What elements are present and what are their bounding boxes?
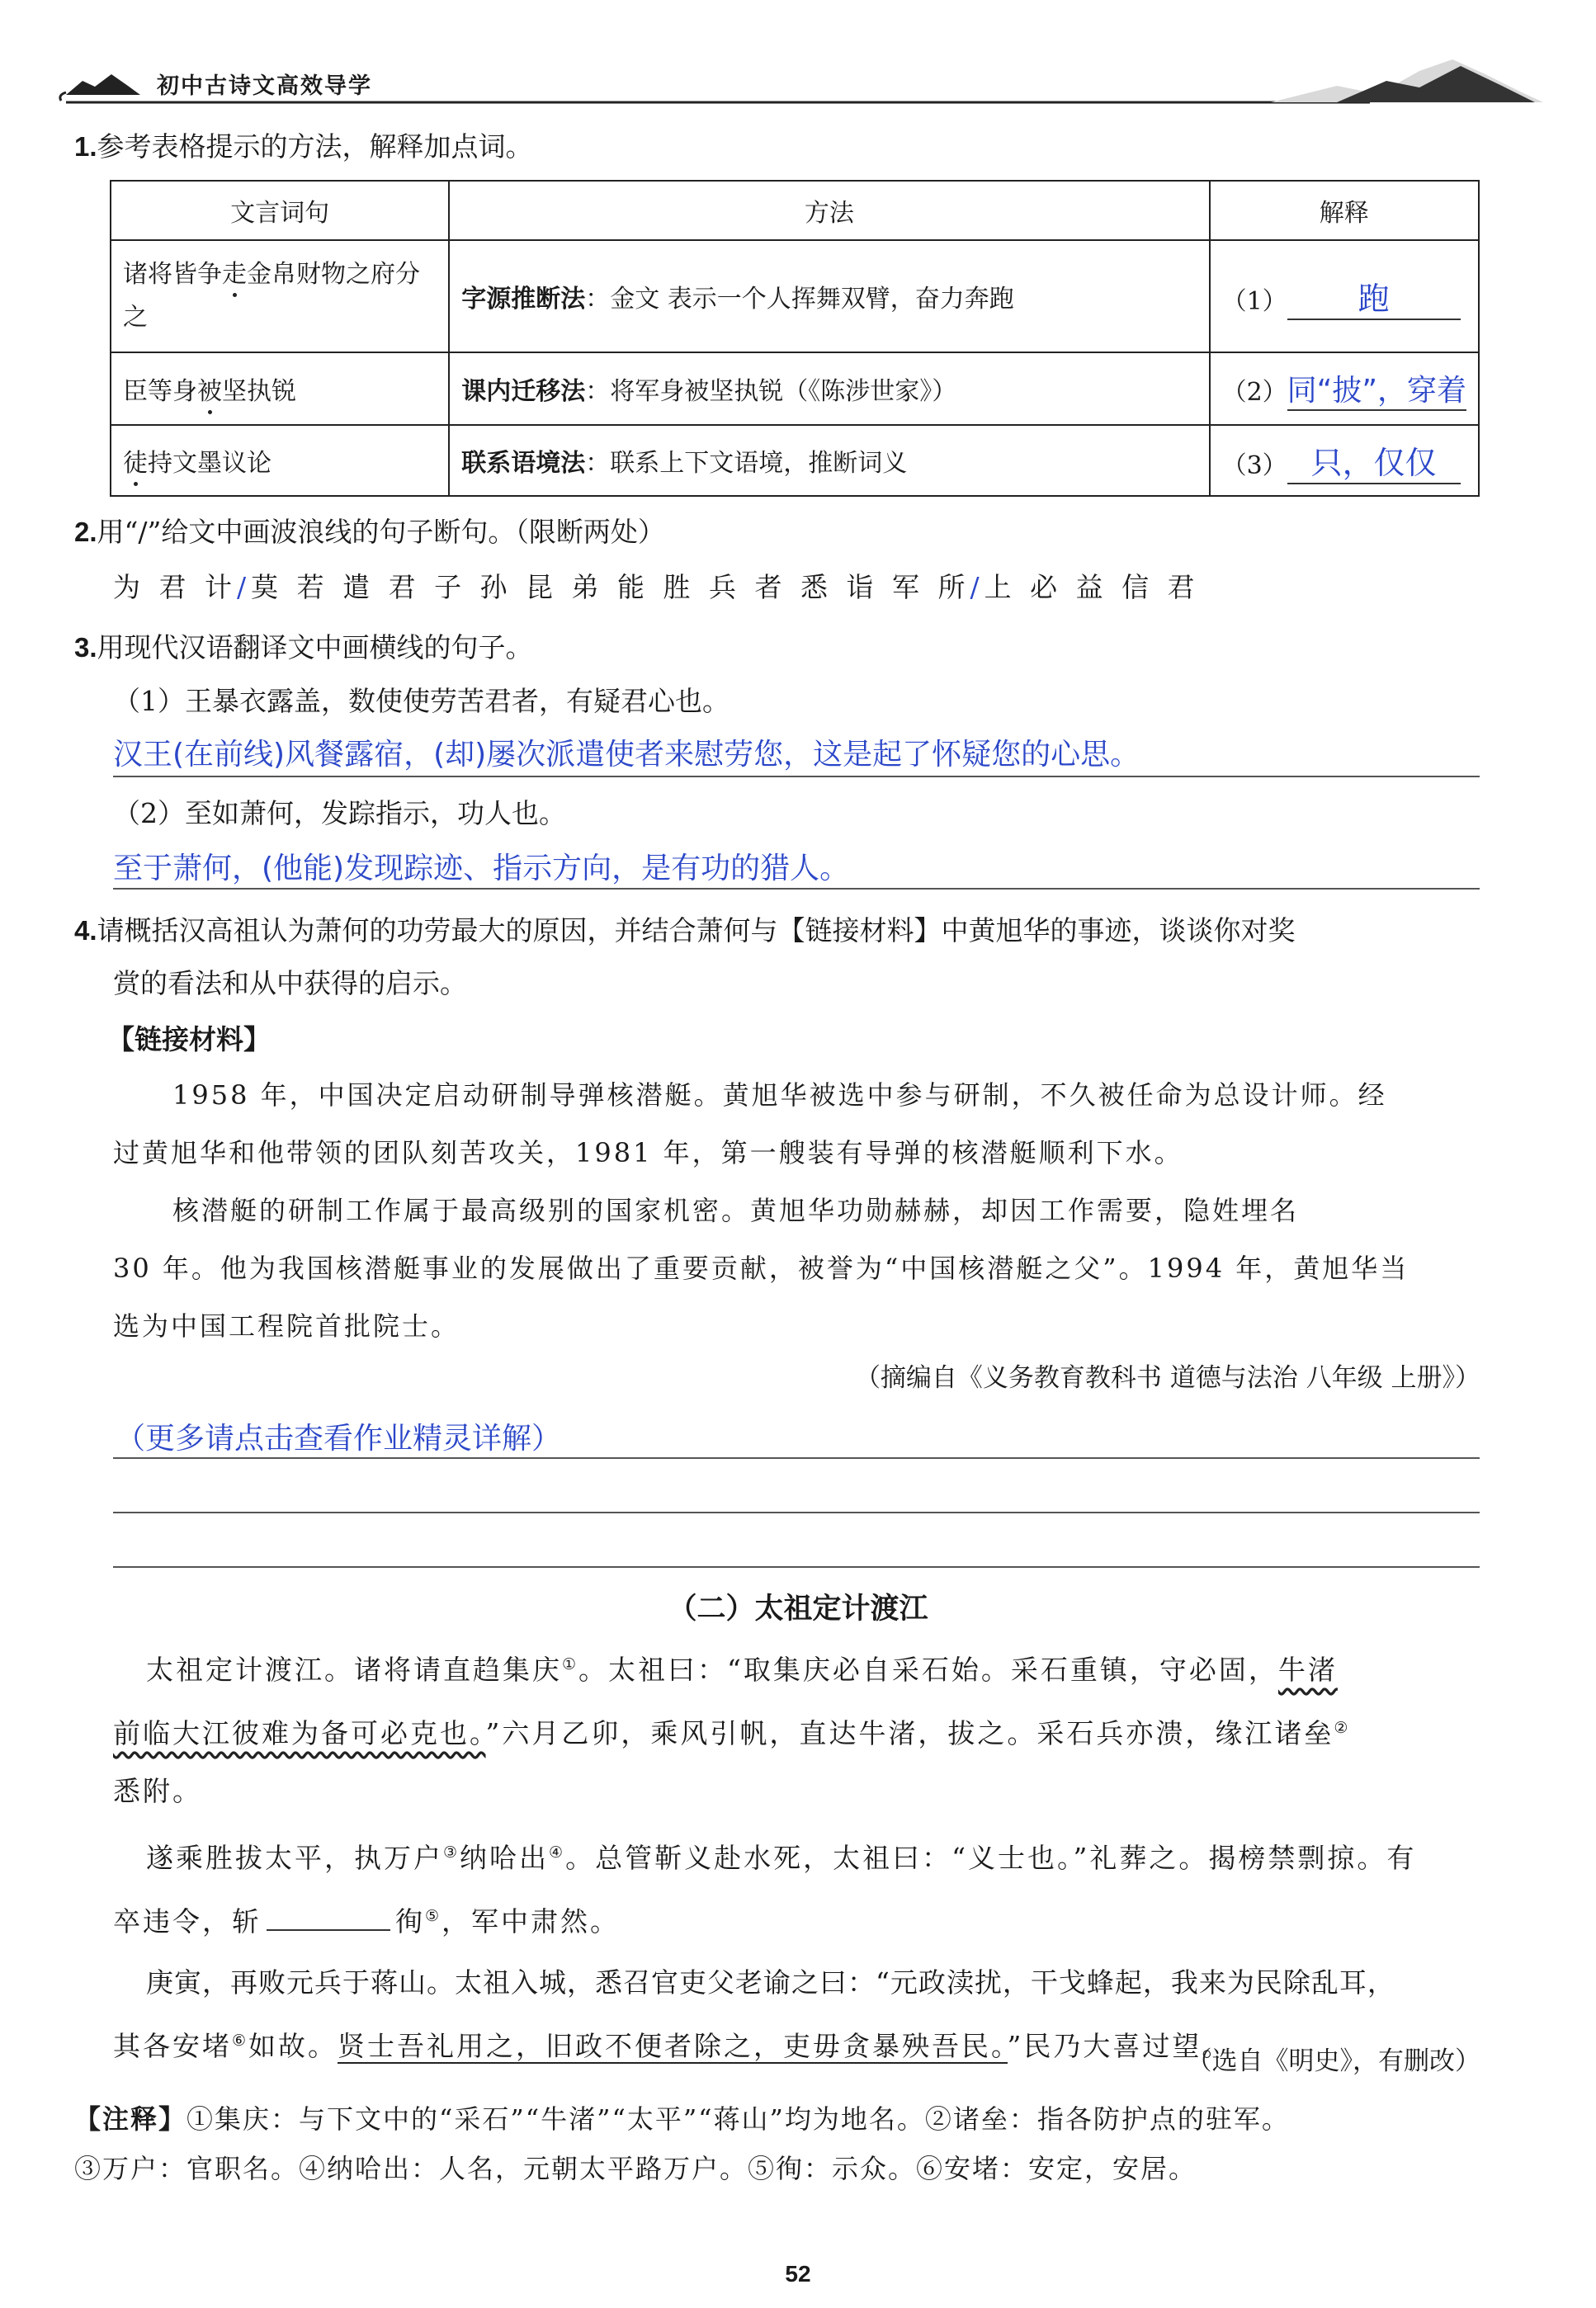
header-title: 初中古诗文高效导学 bbox=[157, 73, 372, 99]
table-row: 臣等身被坚执锐 课内迁移法：将军身被坚执锐（《陈涉世家》） （2）同“披”，穿着 bbox=[111, 352, 1479, 425]
question-1-prompt: 1.参考表格提示的方法，解释加点词。 bbox=[74, 130, 533, 163]
question-number: 1. bbox=[74, 131, 97, 162]
method-name: 联系语境法 bbox=[461, 449, 586, 478]
passage-body: 太祖定计渡江。诸将请直趋集庆①。太祖曰：“取集庆必自采石始。采石重镇，守必固，牛渚 前临大江彼难为备可必克也。”六月乙卯，乘风引帆，直达牛渚，拔之。采石兵亦溃，缘江诸垒② 悉附。 遂乘胜拔太平，执万户③纳哈出④。总管靳义赴水死，太祖曰：“义士也。”礼葬之。揭榜禁剽掠。有 卒违令，斩 徇⑤，军中肃然。 庚寅，再败元兵于蒋山。太祖入城，悉召官吏父老谕之曰：“元政渎扰，干戈蜂起，我来为民除乱耳， 其各安堵⑥如故。贤士吾礼用之，旧政不便者除之，吏毋贪暴殃吾民。”民乃大喜过望。 bbox=[113, 1654, 1417, 2062]
translate-sentence-2: （2）至如萧何，发踪指示，功人也。 bbox=[113, 797, 566, 829]
question-4-answer: （更多请点击查看作业精灵详解） bbox=[116, 1422, 562, 1456]
link-source: （摘编自《义务教育教科书 道德与法治 八年级 上册》） bbox=[854, 1363, 1480, 1393]
col-explain: 解释 bbox=[1210, 181, 1479, 240]
answer-line bbox=[113, 776, 1480, 777]
col-method: 方法 bbox=[449, 181, 1209, 240]
notes-cont: ③万户：官职名。④纳哈出：人名，元朝太平路万户。⑤徇：示众。⑥安堵：安定，安居。 bbox=[74, 2153, 1197, 2184]
method-table bbox=[110, 180, 1480, 497]
translate-sentence-1: （1）王暴衣露盖，数使使劳苦君者，有疑君心也。 bbox=[113, 685, 730, 717]
sentence-segmentation: 为 君 计/莫 若 遣 君 子 孙 昆 弟 能 胜 兵 者 悉 诣 军 所/上 必 益 信 君 bbox=[113, 571, 1200, 603]
method-name: 课内迁移法 bbox=[461, 377, 586, 406]
passage-source: （选自《明史》，有删改） bbox=[1186, 2046, 1480, 2076]
question-2-prompt: 2.用“/”给文中画波浪线的句子断句。（限断两处） bbox=[74, 516, 665, 548]
wavy-sentence: 前临大江彼难为备可必克也。 bbox=[113, 1717, 486, 1749]
link-material-text: 1958 年，中国决定启动研制导弹核潜艇。黄旭华被选中参与研制，不久被任命为总设计师。经 过黄旭华和他带领的团队刻苦攻关，1981 年，第一艘装有导弹的核潜艇顺利下水。 核潜艇的研制工作属于最高级别的国家机密。黄旭华功勋赫赫，却因工作需要，隐姓埋名 30 年。他为我国核潜艇事业的发展做出了重要贡献，被誉为“中国核潜艇之父”。1994 年，黄旭华当 选为中国工程院首批院士。 bbox=[113, 1079, 1409, 1342]
answer-line bbox=[113, 1566, 1480, 1568]
answer-line bbox=[113, 888, 1480, 890]
answer-line bbox=[113, 1512, 1480, 1513]
underlined-sentence: 贤士吾礼用之，旧政不便者除之，吏毋贪暴殃吾民。 bbox=[338, 2030, 1008, 2062]
table-header-row bbox=[111, 181, 1479, 240]
col-sentence: 文言词句 bbox=[111, 181, 449, 240]
answer-1: 跑 bbox=[1287, 273, 1461, 320]
table-row: 诸将皆争走金帛财物之府分之 字源推断法：金文 表示一个人挥舞双臂，奋力奔跑 （1） 跑 bbox=[111, 240, 1479, 352]
dotted-word: 徒 bbox=[123, 449, 148, 478]
dotted-word: 被 bbox=[197, 377, 222, 406]
question-4-prompt-cont: 赏的看法和从中获得的启示。 bbox=[113, 967, 467, 999]
page-number: 52 bbox=[785, 2261, 811, 2287]
translation-answer-1: 汉王(在前线)风餐露宿，(却)屡次派遣使者来慰劳您，这是起了怀疑您的心思。 bbox=[113, 738, 1140, 772]
notes-label: 【注释】 bbox=[74, 2104, 187, 2134]
answer-3: 只，仅仅 bbox=[1287, 437, 1461, 484]
method-name: 字源推断法 bbox=[461, 285, 586, 314]
notes: 【注释】①集庆：与下文中的“采石”“牛渚”“太平”“蒋山”均为地名。②诸垒：指各防护点的驻军。 bbox=[74, 2103, 1290, 2135]
link-material-title: 【链接材料】 bbox=[107, 1023, 271, 1055]
passage-title: （二）太祖定计渡江 bbox=[668, 1593, 928, 1626]
wavy-sentence: 牛渚 bbox=[1277, 1654, 1338, 1686]
break-mark: / bbox=[970, 571, 985, 603]
dotted-word: 走 bbox=[222, 260, 247, 289]
answer-2: 同“披”，穿着 bbox=[1287, 367, 1466, 411]
table-row: 徒持文墨议论 联系语境法：联系上下文语境，推断词义 （3） 只，仅仅 bbox=[111, 425, 1479, 496]
answer-line bbox=[113, 1457, 1480, 1459]
translation-answer-2: 至于萧何，(他能)发现踪迹、指示方向，是有功的猎人。 bbox=[113, 852, 850, 885]
question-4-prompt: 4.请概括汉高祖认为萧何的功劳最大的原因，并结合萧何与【链接材料】中黄旭华的事迹，谈谈你对奖 bbox=[74, 914, 1296, 946]
break-mark: / bbox=[236, 571, 252, 603]
question-3-prompt: 3.用现代汉语翻译文中画横线的句子。 bbox=[74, 631, 533, 663]
fill-blank[interactable] bbox=[267, 1929, 390, 1931]
